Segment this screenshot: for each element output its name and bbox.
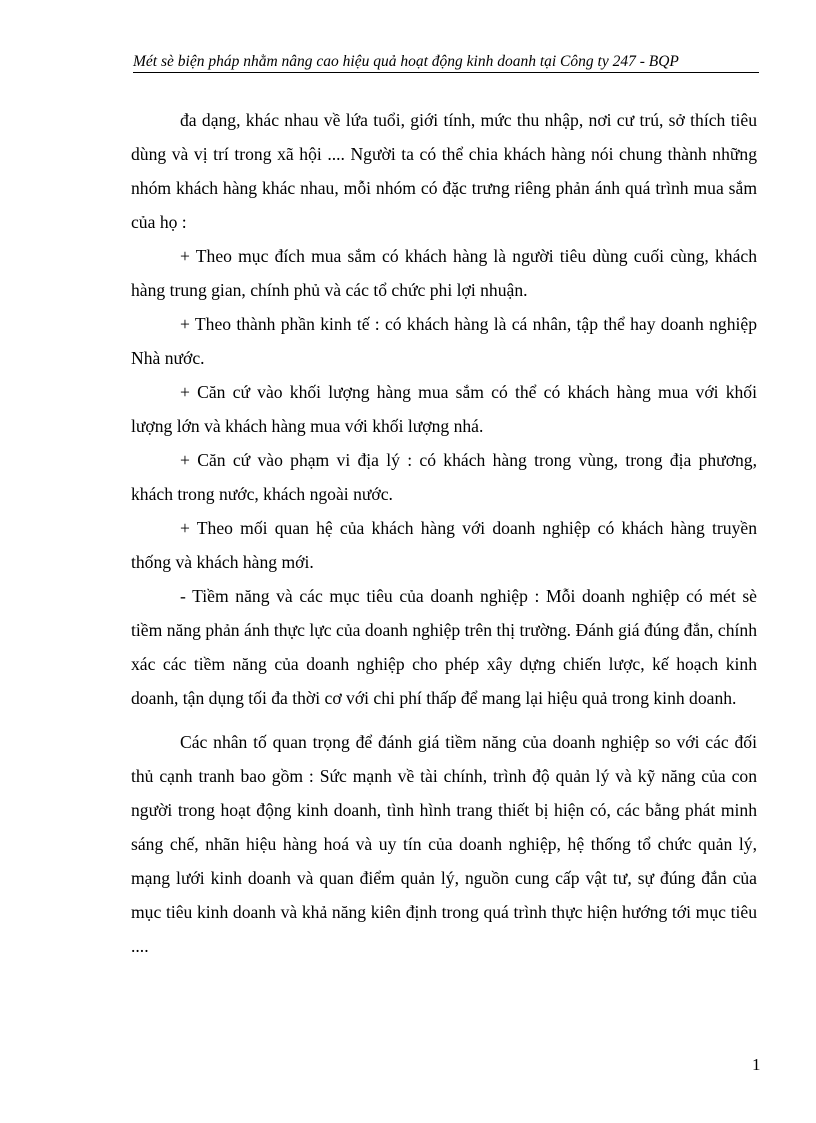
paragraph-purpose: + Theo mục đích mua sắm có khách hàng là người tiêu dùng cuối cùng, khách hàng trung gian, chính phủ và các tổ chức phi lợi nhuận. [131,246,757,300]
document-body [131,103,757,963]
paragraph-customer-diversity: đa dạng, khác nhau về lứa tuổi, giới tính, mức thu nhập, nơi cư trú, sở thích tiêu dùng và vị trí trong xã hội .... Người ta có thể chia khách hàng nói chung thành những nhóm khách hàng khác nhau, mỗi nhóm có đặc trưng riêng phản ánh quá trình mua sắm của họ : [131,110,757,232]
paragraph-economic-sector: + Theo thành phần kinh tế : có khách hàng là cá nhân, tập thể hay doanh nghiệp Nhà nước. [131,314,757,368]
page-number: 1 [752,1055,761,1074]
page-header: Mét sè biện pháp nhằm nâng cao hiệu quả hoạt động kinh doanh tại Công ty 247 - BQP [133,52,759,73]
paragraph-geographic-scope: + Căn cứ vào phạm vi địa lý : có khách hàng trong vùng, trong địa phương, khách trong nước, khách ngoài nước. [131,450,757,504]
paragraph-relationship: + Theo mối quan hệ của khách hàng với doanh nghiệp có khách hàng truyền thống và khách hàng mới. [131,518,757,572]
paragraph-potential-goals: - Tiềm năng và các mục tiêu của doanh nghiệp : Mỗi doanh nghiệp có mét sè tiềm năng phản ánh thực lực của doanh nghiệp trên thị trường. Đánh giá đúng đắn, chính xác các tiềm năng của doanh nghiệp cho phép xây dựng chiến lược, kế hoạch kinh doanh, tận dụng tối đa thời cơ với chi phí thấp để mang lại hiệu quả trong kinh doanh. [131,586,757,708]
paragraph-key-factors: Các nhân tố quan trọng để đánh giá tiềm năng của doanh nghiệp so với các đối thủ cạnh tranh bao gồm : Sức mạnh về tài chính, trình độ quản lý và kỹ năng của con người trong hoạt động kinh doanh, tình hình trang thiết bị hiện có, các bằng phát minh sáng chế, nhãn hiệu hàng hoá và uy tín của doanh nghiệp, hệ thống tổ chức quản lý, mạng lưới kinh doanh và quan điểm quản lý, nguồn cung cấp vật tư, sự đúng đắn của mục tiêu kinh doanh và khả năng kiên định trong quá trình thực hiện hướng tới mục tiêu .... [131,732,757,956]
paragraph-purchase-volume: + Căn cứ vào khối lượng hàng mua sắm có thể có khách hàng mua với khối lượng lớn và khách hàng mua với khối lượng nhá. [131,382,757,436]
